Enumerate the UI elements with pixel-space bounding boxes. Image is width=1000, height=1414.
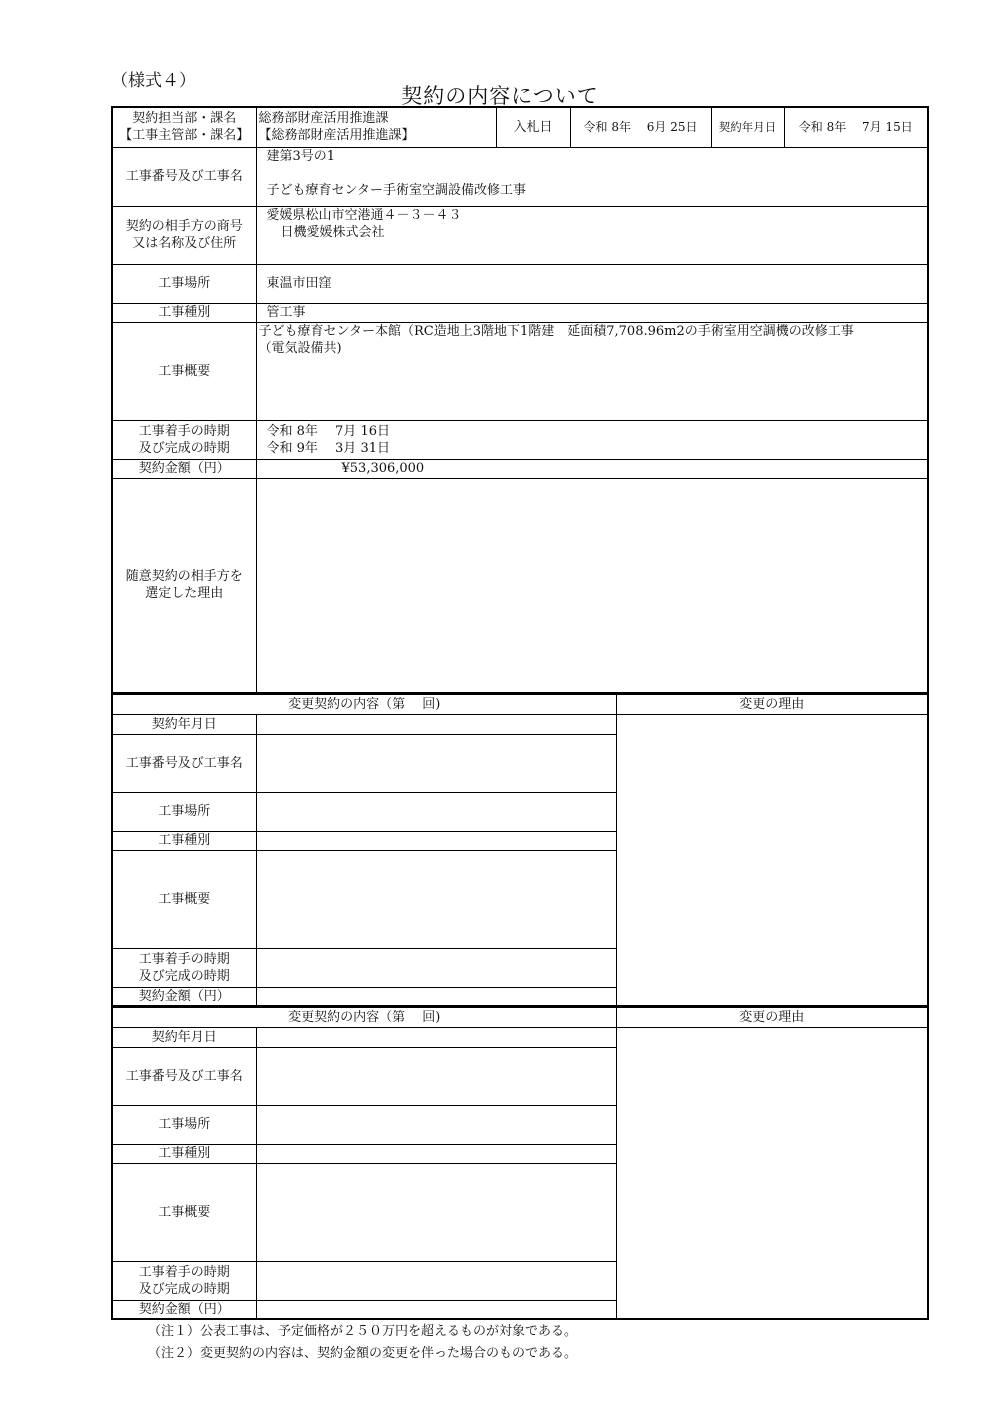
change-summary-value (256, 850, 616, 948)
footnotes (148, 1321, 577, 1365)
summary-line-2: （電気設備共) (258, 340, 342, 356)
dept-value-line-1: 総務部財産活用推進課 (258, 111, 389, 127)
change-date-label: 契約年月日 (112, 714, 256, 734)
change-amount-value (256, 1300, 616, 1319)
change-period-label-line-1: 工事着手の時期 (138, 1264, 230, 1280)
change-period-label-line-1: 工事着手の時期 (138, 951, 230, 967)
dept-label-line-2: 【工事主管部・課名】 (119, 128, 250, 144)
reason-label-cell (112, 478, 256, 693)
site-row (112, 264, 928, 303)
summary-row (112, 322, 928, 420)
partner-value-cell (256, 206, 928, 264)
change-work-number-value (256, 1047, 616, 1105)
change-header-right: 変更の理由 (616, 1007, 928, 1027)
period-value-cell (256, 420, 928, 459)
change-period-label-line-2: 及び完成の時期 (138, 1281, 230, 1297)
change-header-left: 変更契約の内容（第 回) (112, 694, 616, 714)
change-work-number-label: 工事番号及び工事名 (112, 1047, 256, 1105)
reason-row (112, 478, 928, 693)
change-reason-value (616, 1027, 928, 1319)
reason-label-line-2: 選定した理由 (145, 586, 224, 602)
change-contract-table-1 (111, 693, 929, 1007)
change-header-right: 変更の理由 (616, 694, 928, 714)
document-title: 契約の内容について (401, 84, 599, 108)
dept-label-line-1: 契約担当部・課名 (132, 111, 237, 127)
change-contract-table-2 (111, 1006, 929, 1320)
partner-name: 日機愛媛株式会社 (280, 224, 385, 240)
change-summary-label: 工事概要 (112, 1163, 256, 1261)
summary-line-1: 子ども療育センター本館（RC造地上3階地下1階建 延面積7,708.96m2の手術室用空調機の改修工事 (258, 323, 854, 339)
bid-date-label: 入札日 (496, 107, 570, 147)
period-label-cell (112, 420, 256, 459)
type-value: 管工事 (256, 303, 928, 322)
work-number-label: 工事番号及び工事名 (112, 147, 256, 206)
partner-label-cell (112, 206, 256, 264)
period-row (112, 420, 928, 459)
change-date-row (112, 1027, 928, 1047)
reason-label-line-1: 随意契約の相手方を (125, 569, 243, 585)
period-label-line-2: 及び完成の時期 (138, 440, 230, 456)
change-period-label-cell (112, 948, 256, 987)
change-reason-value (616, 714, 928, 1006)
change-work-number-label: 工事番号及び工事名 (112, 734, 256, 792)
type-label: 工事種別 (112, 303, 256, 322)
change-type-label: 工事種別 (112, 831, 256, 850)
footnote-1: （注１）公表工事は、予定価格が２５０万円を超えるものが対象である。 (148, 1324, 578, 1339)
amount-label: 契約金額（円） (112, 459, 256, 478)
partner-address: 愛媛県松山市空港通４－３－４３ (266, 207, 462, 223)
change-site-label: 工事場所 (112, 1105, 256, 1144)
dept-value-line-2: 【総務部財産活用推進課】 (258, 128, 415, 144)
summary-value-cell (256, 322, 928, 420)
change-site-value (256, 1105, 616, 1144)
dept-value-cell (256, 107, 496, 147)
change-date-value (256, 1027, 616, 1047)
partner-row (112, 206, 928, 264)
contract-date-label: 契約年月日 (711, 107, 784, 147)
form-number-label: （様式４） (111, 71, 196, 91)
dept-label-cell (112, 107, 256, 147)
period-start: 令和 8年 7月 16日 (266, 423, 390, 439)
change-summary-value (256, 1163, 616, 1261)
change-amount-label: 契約金額（円） (112, 987, 256, 1006)
footnote-2: （注２）変更契約の内容は、契約金額の変更を伴った場合のものである。 (148, 1346, 578, 1361)
work-number-row (112, 147, 928, 206)
change-type-value (256, 831, 616, 850)
change-period-value (256, 948, 616, 987)
amount-row (112, 459, 928, 478)
change-header-row (112, 1007, 928, 1027)
reason-value (256, 478, 928, 693)
change-site-label: 工事場所 (112, 792, 256, 831)
contract-main-table (111, 106, 929, 694)
change-period-value (256, 1261, 616, 1300)
dept-row (112, 107, 928, 147)
change-amount-label: 契約金額（円） (112, 1300, 256, 1319)
period-end: 令和 9年 3月 31日 (266, 440, 390, 456)
partner-label-line-2: 又は名称及び住所 (132, 236, 237, 251)
site-label: 工事場所 (112, 264, 256, 303)
change-date-value (256, 714, 616, 734)
change-date-row (112, 714, 928, 734)
summary-label: 工事概要 (112, 322, 256, 420)
change-site-value (256, 792, 616, 831)
change-period-label-line-2: 及び完成の時期 (138, 968, 230, 984)
type-row (112, 303, 928, 322)
work-number-value: 建第3号の1 (266, 148, 336, 164)
contract-date-value: 令和 8年 7月 15日 (784, 107, 928, 147)
work-number-value-cell (256, 147, 928, 206)
change-header-left: 変更契約の内容（第 回) (112, 1007, 616, 1027)
change-work-number-value (256, 734, 616, 792)
change-period-label-cell (112, 1261, 256, 1300)
amount-value: ¥53,306,000 (256, 459, 928, 478)
change-date-label: 契約年月日 (112, 1027, 256, 1047)
change-type-value (256, 1144, 616, 1163)
change-summary-label: 工事概要 (112, 850, 256, 948)
site-value: 東温市田窪 (256, 264, 928, 303)
period-label-line-1: 工事着手の時期 (138, 423, 230, 439)
change-amount-value (256, 987, 616, 1006)
change-type-label: 工事種別 (112, 1144, 256, 1163)
partner-label-line-1: 契約の相手方の商号 (125, 219, 243, 234)
change-header-row (112, 694, 928, 714)
bid-date-value: 令和 8年 6月 25日 (570, 107, 711, 147)
work-name-value: 子ども療育センター手術室空調設備改修工事 (266, 182, 526, 198)
